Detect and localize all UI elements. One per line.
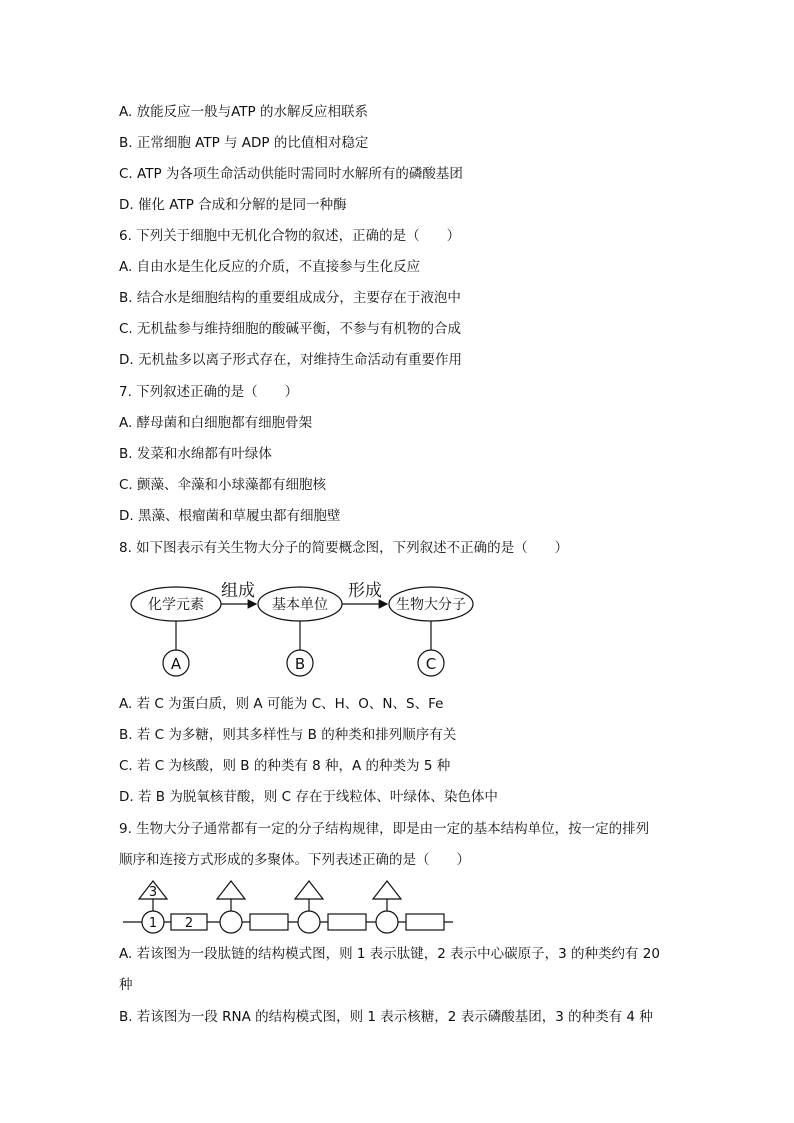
q9-stem-line1: 9. 生物大分子通常都有一定的分子结构规律，即是由一定的基本结构单位，按一定的排列 xyxy=(119,821,650,837)
node-label-macromolecule: 生物大分子 xyxy=(396,597,466,613)
arrow-label-form: 形成 xyxy=(348,581,382,601)
rect-unit xyxy=(250,914,288,930)
circle-label-b: B xyxy=(294,655,306,673)
rect-unit xyxy=(328,914,366,930)
q7-stem: 7. 下列叙述正确的是（ ） xyxy=(119,384,299,400)
node-label-units: 基本单位 xyxy=(272,597,328,613)
rect-unit xyxy=(406,914,444,930)
q9-stem-line2: 顺序和连接方式形成的多聚体。下列表述正确的是（ ） xyxy=(119,852,470,868)
circle-label-c: C xyxy=(425,655,437,673)
triangle-base xyxy=(217,881,245,899)
q8-option-a: A. 若 C 为蛋白质，则 A 可能为 C、H、O、N、S、Fe xyxy=(119,696,444,712)
circle-unit xyxy=(298,911,320,933)
q7-option-a: A. 酵母菌和白细胞都有细胞骨架 xyxy=(119,415,313,431)
circle-unit xyxy=(220,911,242,933)
concept-map-diagram xyxy=(119,572,479,682)
q9-option-a-line1: A. 若该图为一段肽链的结构模式图，则 1 表示肽键，2 表示中心碳原子，3 的种类约有 20 xyxy=(119,946,660,962)
q8-option-d: D. 若 B 为脱氧核苷酸，则 C 存在于线粒体、叶绿体、染色体中 xyxy=(119,789,498,805)
q7-option-c: C. 颤藻、伞藻和小球藻都有细胞核 xyxy=(119,477,327,493)
arrow-label-compose: 组成 xyxy=(221,581,255,601)
circle-label-a: A xyxy=(170,655,182,673)
q6-option-b: B. 结合水是细胞结构的重要组成成分，主要存在于液泡中 xyxy=(119,290,461,306)
q8-stem: 8. 如下图表示有关生物大分子的简要概念图，下列叙述不正确的是（ ） xyxy=(119,540,569,556)
q5-option-c: C. ATP 为各项生命活动供能时需同时水解所有的磷酸基团 xyxy=(119,166,463,182)
q5-option-a: A. 放能反应一般与ATP 的水解反应相联系 xyxy=(119,104,368,120)
q6-option-a: A. 自由水是生化反应的介质，不直接参与生化反应 xyxy=(119,259,421,275)
q7-option-b: B. 发菜和水绵都有叶绿体 xyxy=(119,446,272,462)
q7-option-d: D. 黑藻、根瘤菌和草履虫都有细胞壁 xyxy=(119,508,341,524)
triangle-base xyxy=(373,881,401,899)
q8-option-c: C. 若 C 为核酸，则 B 的种类有 8 种，A 的种类为 5 种 xyxy=(119,758,451,774)
circle-unit xyxy=(376,911,398,933)
polymer-structure-diagram xyxy=(119,877,459,937)
node-label-elements: 化学元素 xyxy=(148,597,204,613)
label-3: 3 xyxy=(148,885,158,900)
q8-option-b: B. 若 C 为多糖，则其多样性与 B 的种类和排列顺序有关 xyxy=(119,727,457,743)
q6-stem: 6. 下列关于细胞中无机化合物的叙述，正确的是（ ） xyxy=(119,228,461,244)
q9-option-b: B. 若该图为一段 RNA 的结构模式图，则 1 表示核糖，2 表示磷酸基团，3 的种类有 4 种 xyxy=(119,1009,653,1025)
q6-option-d: D. 无机盐多以离子形式存在，对维持生命活动有重要作用 xyxy=(119,352,462,368)
triangle-base xyxy=(295,881,323,899)
q5-option-d: D. 催化 ATP 合成和分解的是同一种酶 xyxy=(119,197,347,213)
q5-option-b: B. 正常细胞 ATP 与 ADP 的比值相对稳定 xyxy=(119,135,369,151)
q9-option-a-line2: 种 xyxy=(119,977,133,993)
q6-option-c: C. 无机盐参与维持细胞的酸碱平衡，不参与有机物的合成 xyxy=(119,321,462,337)
label-2: 2 xyxy=(184,916,194,931)
label-1: 1 xyxy=(148,916,158,931)
